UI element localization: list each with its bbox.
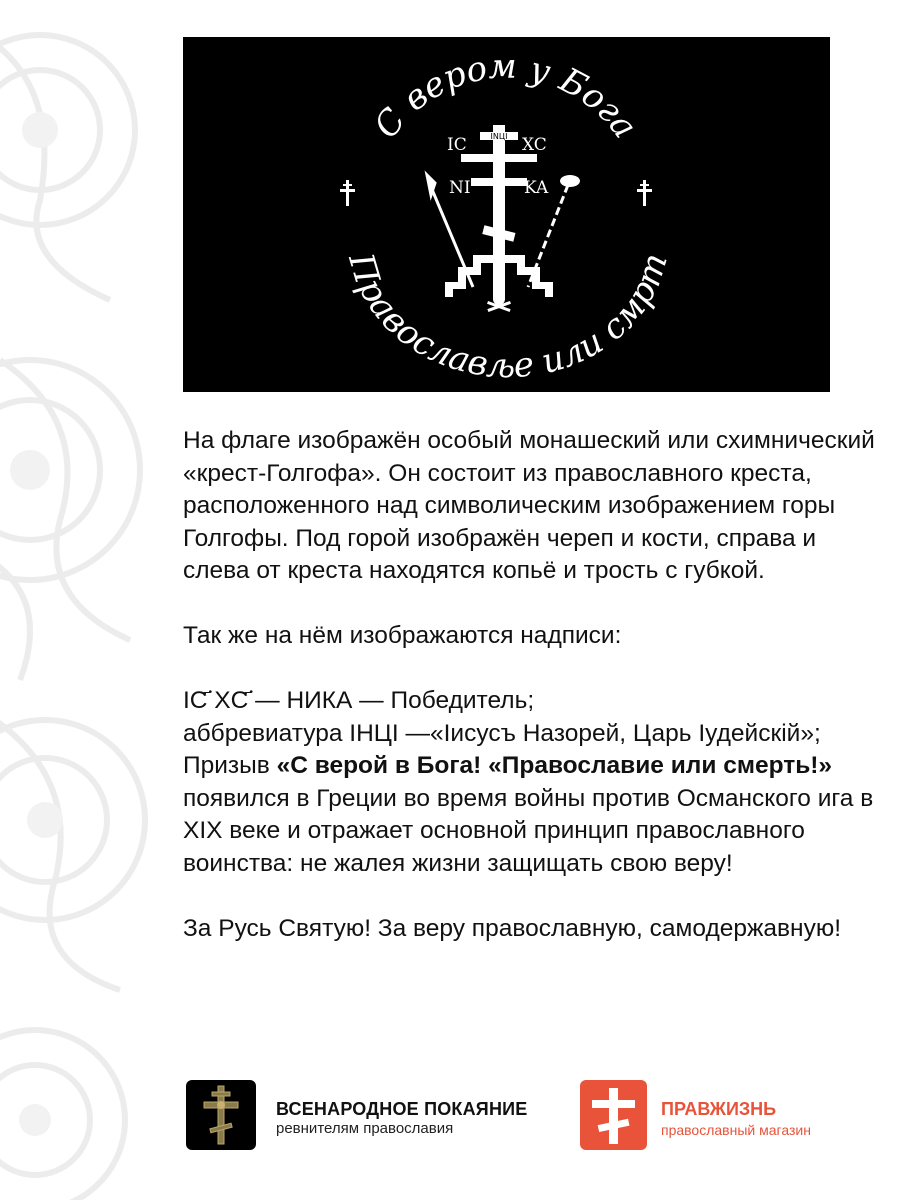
flag-top-inscription: С вером у Бога	[366, 46, 645, 146]
pravzhizn-logo-icon[interactable]	[580, 1080, 647, 1150]
brand1-subtitle: ревнителям православия	[276, 1120, 454, 1137]
ornament-border	[0, 0, 150, 1200]
paragraph-4: За Русь Святую! За веру православную, самодержавную!	[183, 914, 841, 942]
flag-letters-ic: IC	[447, 135, 467, 155]
flag-letters-ka: KA	[524, 178, 549, 198]
paragraph-3-prefix: Призыв	[183, 752, 277, 779]
flag-image	[183, 37, 830, 392]
flag-letters-inci: INЦI	[490, 132, 508, 141]
flag-letters-xc: XC	[522, 135, 547, 155]
description-text	[183, 425, 883, 945]
orthodox-cross-icon	[186, 1080, 256, 1150]
flag-letters-ni: NI	[449, 178, 471, 198]
vsenarodnoe-pokayanie-logo[interactable]	[186, 1080, 256, 1150]
paragraph-3-bold: «С верой в Бога! «Православие или смерть!»	[276, 752, 833, 779]
paragraph-3-rest: появился в Греции во время войны против Османского ига в XIX веке и отражает основной принцип православного воинства: не жалея жизни защищать свою веру!	[183, 784, 874, 877]
brand2-title: ПРАВЖИЗНЬ	[661, 1099, 777, 1119]
small-cross-right-icon	[637, 180, 652, 206]
brand2-subtitle: православный магазин	[661, 1122, 811, 1138]
inscription-line-2: аббревиатура IНЦI —«Iисусъ Назорей, Царь Iудейскiй»;	[183, 719, 821, 747]
paragraph-3	[183, 750, 883, 880]
inscription-line-1: IC҃ XC҃ — НИКА — Победитель;	[183, 687, 535, 714]
paragraph-2: Так же на нём изображаются надписи:	[183, 622, 622, 649]
flag-bottom-inscription: Православље или смрт	[340, 248, 676, 387]
brand1-title: ВСЕНАРОДНОЕ ПОКАЯНИЕ	[276, 1099, 528, 1119]
small-cross-left-icon	[340, 180, 355, 206]
paragraph-1: На флаге изображён особый монашеский или схимнический «крест-Голгофа». Он состоит из православного креста, расположенного над символическим изображением горы Голгофы. Под горой изображён череп и кости, справа и слева от креста находятся копьё и трость с губкой.	[183, 427, 875, 584]
